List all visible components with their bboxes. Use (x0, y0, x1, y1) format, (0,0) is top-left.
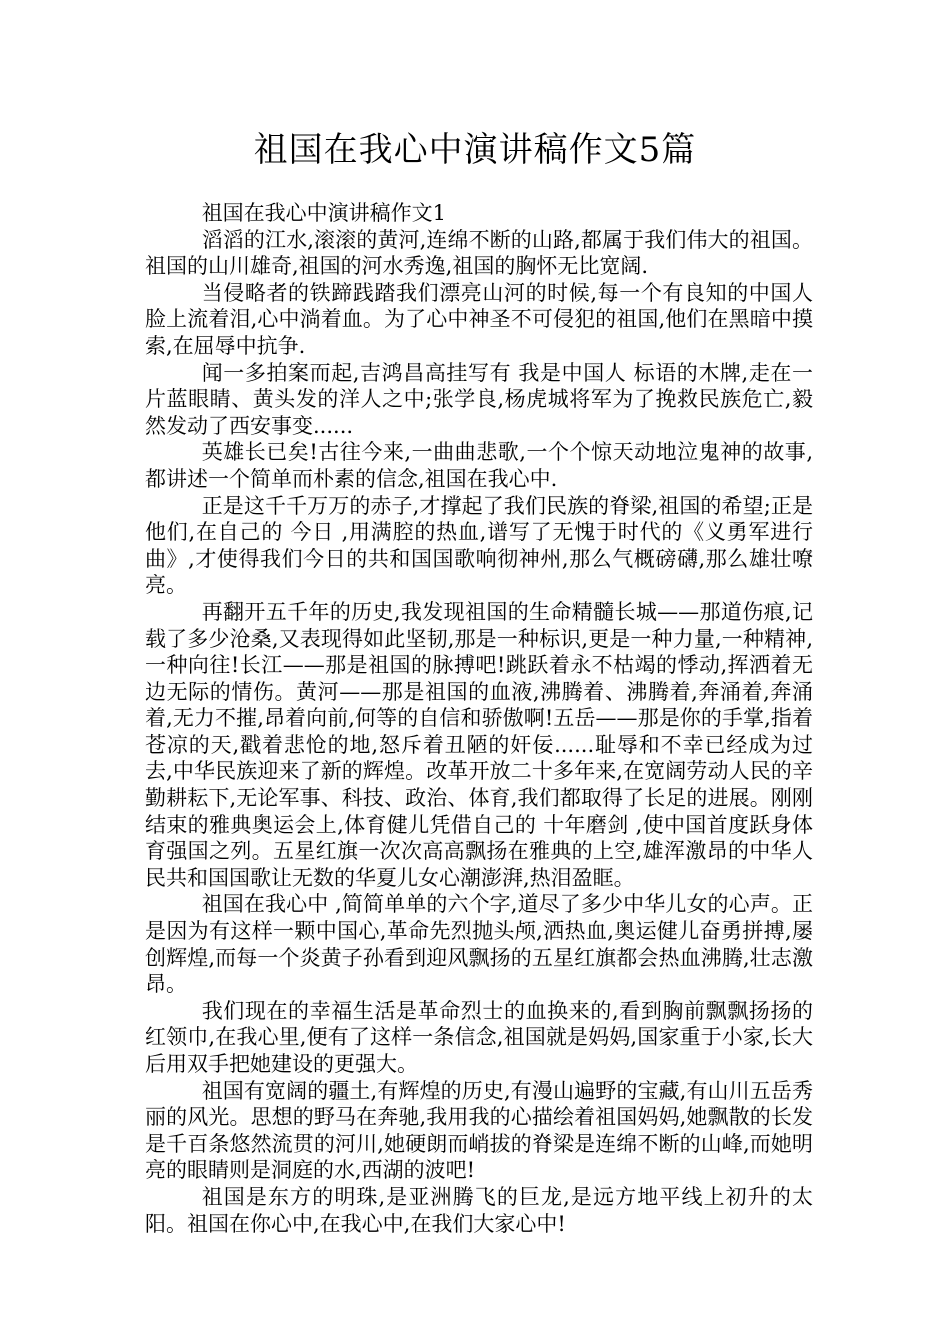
paragraph: 祖国在我心中 ,简简单单的六个字,道尽了多少中华儿女的心声。正是因为有这样一颗中国心,革命先烈抛头颅,洒热血,奥运健儿奋勇拼搏,屡创辉煌,而每一个炎黄子孙看到迎风飘扬的五星红旗都会热血沸腾,壮志激昂。 (145, 892, 813, 997)
document-body (145, 200, 813, 1237)
paragraph: 滔滔的江水,滚滚的黄河,连绵不断的山路,都属于我们伟大的祖国。祖国的山川雄奇,祖国的河水秀逸,祖国的胸怀无比宽阔. (145, 227, 813, 279)
document-title: 祖国在我心中演讲稿作文5篇 (253, 130, 697, 170)
paragraph: 英雄长已矣!古往今来,一曲曲悲歌,一个个惊天动地泣鬼神的故事,都讲述一个简单而朴素的信念,祖国在我心中. (145, 440, 813, 491)
paragraph: 闻一多拍案而起,吉鸿昌高挂写有 我是中国人 标语的木牌,走在一片蓝眼睛、黄头发的洋人之中;张学良,杨虎城将军为了挽救民族危亡,毅然发动了西安事变...... (145, 360, 813, 438)
paragraph: 再翻开五千年的历史,我发现祖国的生命精髓长城——那道伤痕,记载了多少沧桑,又表现得如此坚韧,那是一种标识,更是一种力量,一种精神,一种向往!长江——那是祖国的脉搏吧!跳跃着永不枯竭的悸动,挥洒着无边无际的情伤。黄河——那是祖国的血液,沸腾着、沸腾着,奔涌着,奔涌着,无力不摧,昂着向前,何等的自信和骄傲啊!五岳——那是你的手掌,指着苍凉的天,戳着悲怆的地,怒斥着丑陋的奸佞......耻辱和不幸已经成为过去,中华民族迎来了新的辉煌。改革开放二十多年来,在宽阔劳动人民的辛勤耕耘下,无论军事、科技、政治、体育,我们都取得了长足的进展。刚刚结束的雅典奥运会上,体育健儿凭借自己的 十年磨剑 ,使中国首度跃身体育强国之列。五星红旗一次次高高飘扬在雅典的上空,雄浑激昂的中华人民共和国国歌让无数的华夏儿女心潮澎湃,热泪盈眶。 (145, 599, 813, 890)
paragraph: 当侵略者的铁蹄践踏我们漂亮山河的时候,每一个有良知的中国人脸上流着泪,心中淌着血。为了心中神圣不可侵犯的祖国,他们在黑暗中摸索,在屈辱中抗争. (145, 280, 813, 358)
paragraph: 正是这千千万万的赤子,才撑起了我们民族的脊梁,祖国的希望;正是他们,在自己的 今日 ,用满腔的热血,谱写了无愧于时代的《义勇军进行曲》,才使得我们今日的共和国国歌响彻神州,那么气概磅礴,那么雄壮嘹亮。 (145, 493, 813, 598)
paragraph: 祖国有宽阔的疆土,有辉煌的历史,有漫山遍野的宝藏,有山川五岳秀丽的风光。思想的野马在奔驰,我用我的心描绘着祖国妈妈,她飘散的长发是千百条悠然流贯的河川,她硬朗而峭拔的脊梁是连绵不断的山峰,而她明亮的眼睛则是洞庭的水,西湖的波吧! (145, 1078, 813, 1183)
section-heading: 祖国在我心中演讲稿作文1 (201, 201, 447, 225)
paragraph: 我们现在的幸福生活是革命烈士的血换来的,看到胸前飘飘扬扬的红领巾,在我心里,便有了这样一条信念,祖国就是妈妈,国家重于小家,长大后用双手把她建设的更强大。 (145, 998, 813, 1076)
paragraph: 祖国是东方的明珠,是亚洲腾飞的巨龙,是远方地平线上初升的太阳。祖国在你心中,在我心中,在我们大家心中! (145, 1184, 813, 1236)
